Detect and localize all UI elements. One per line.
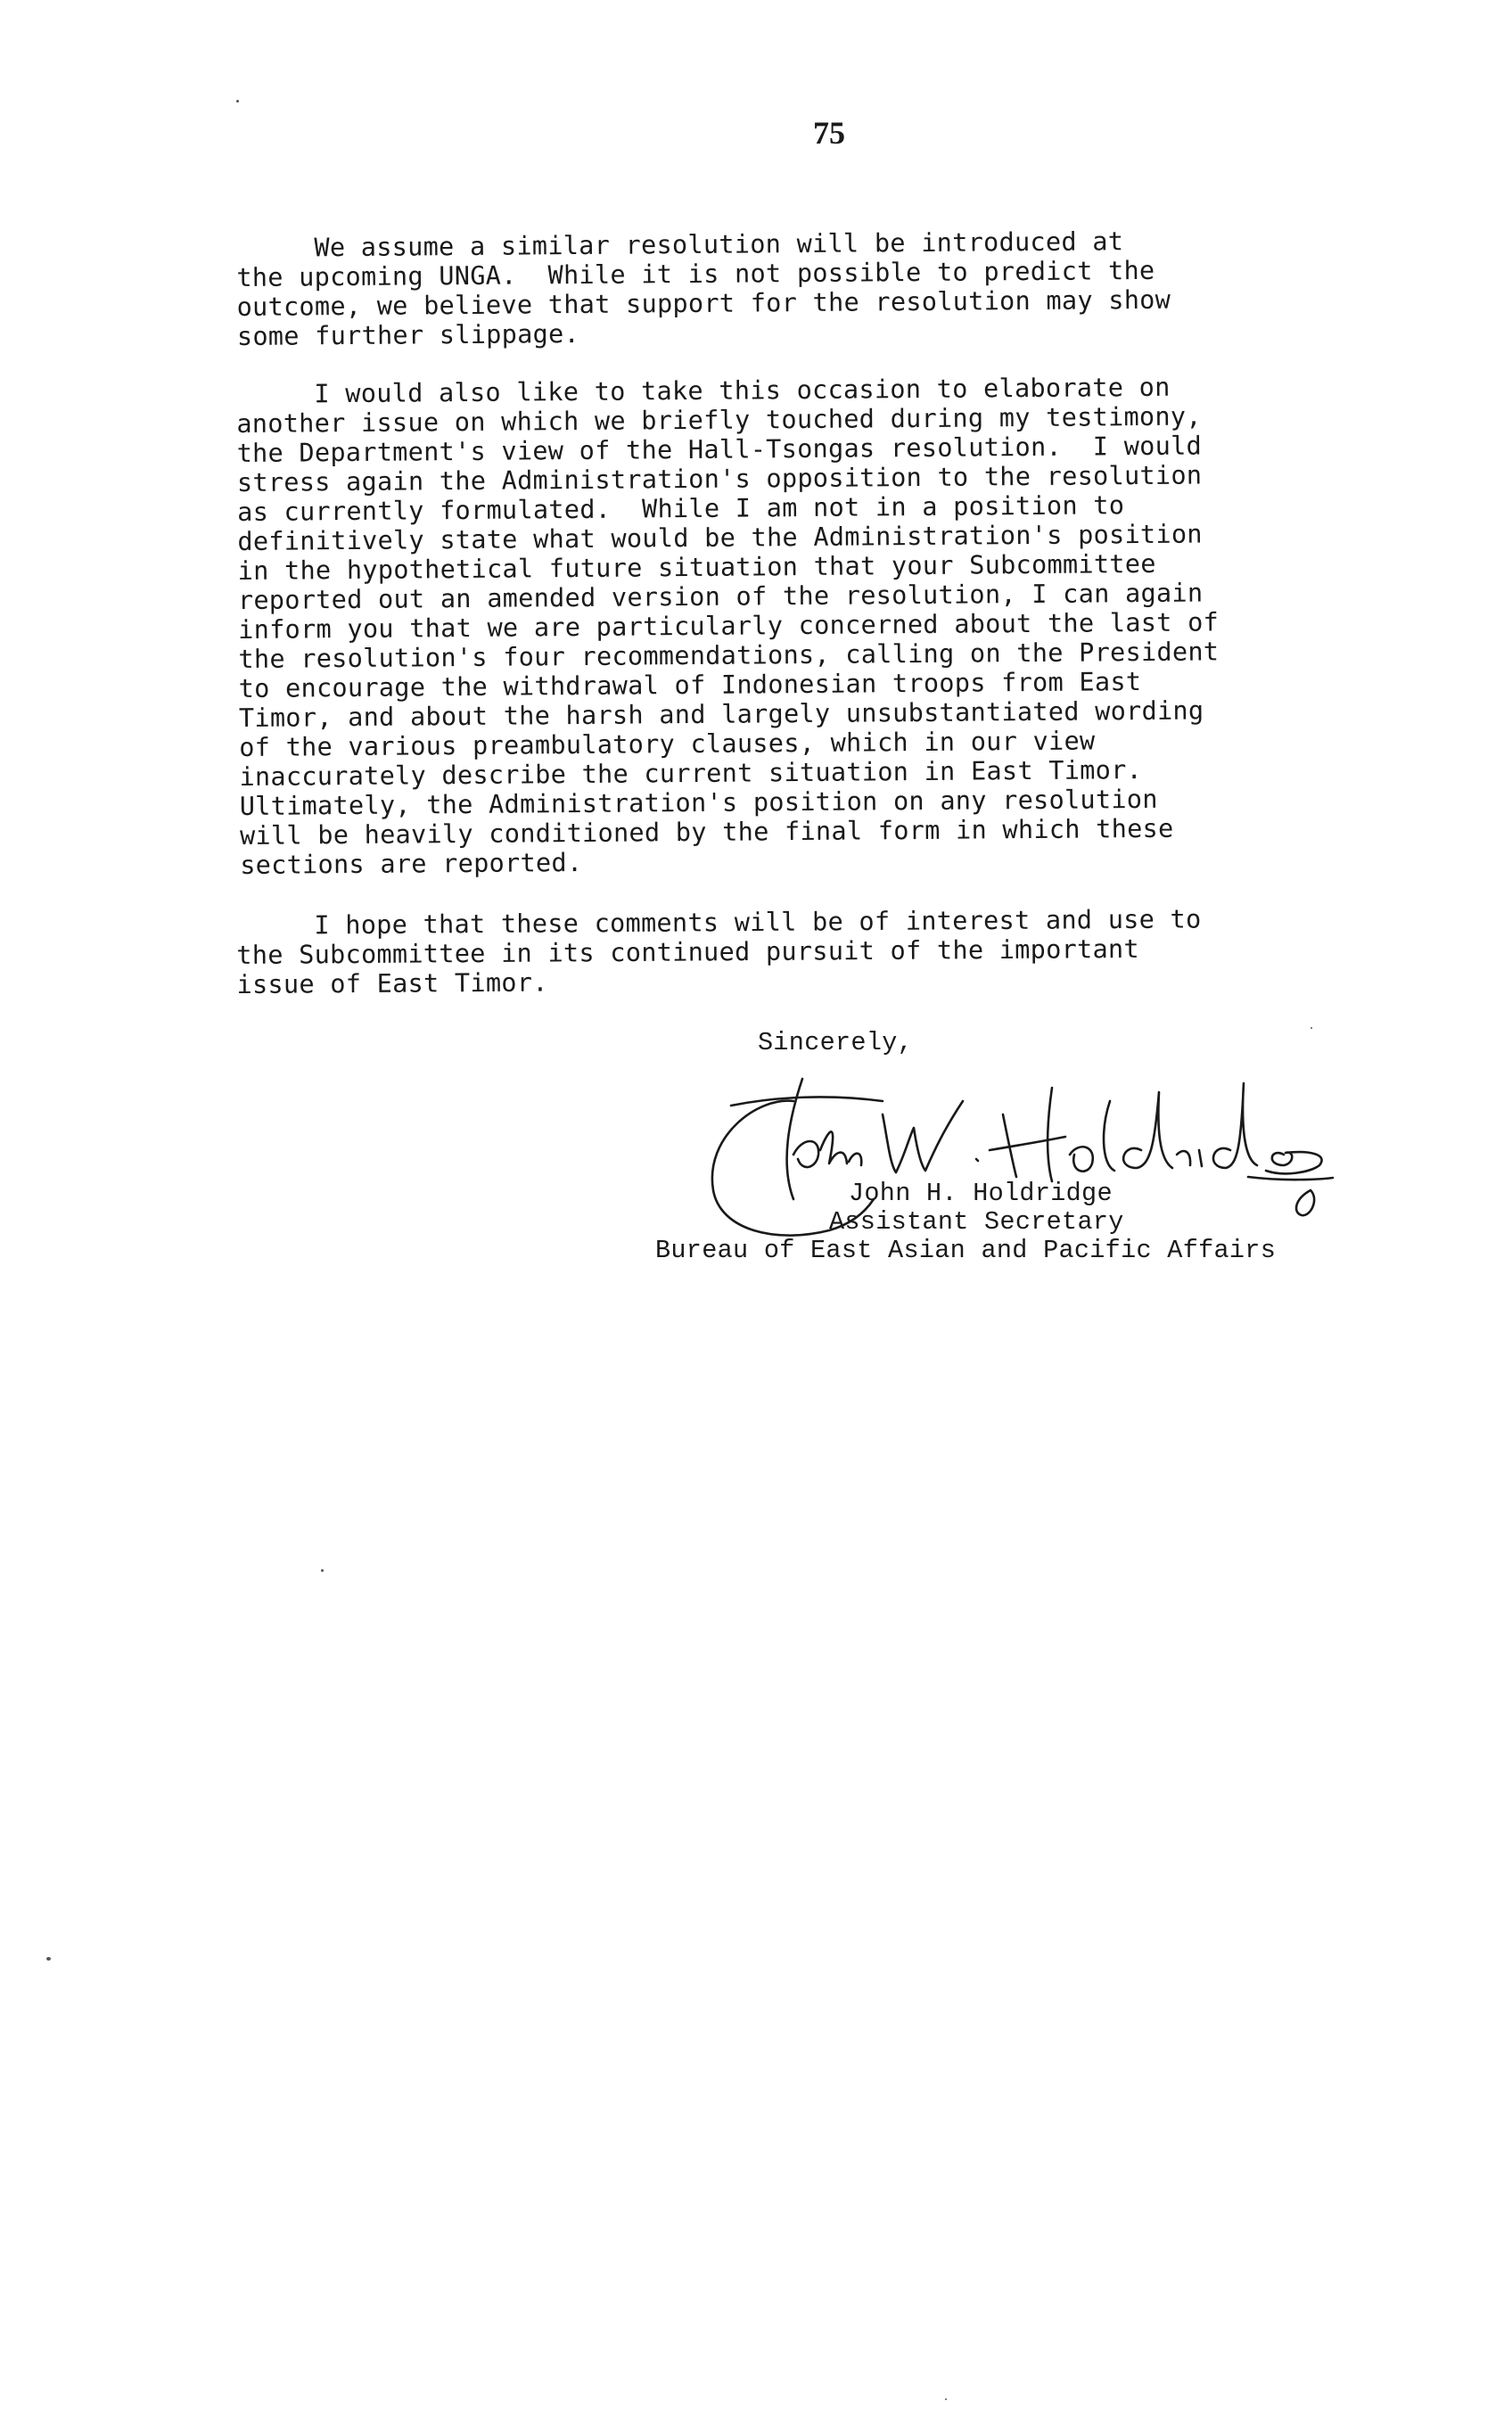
closing: Sincerely, bbox=[758, 1028, 914, 1057]
paragraph-3 bbox=[236, 904, 1202, 999]
signatory-name: John H. Holdridge bbox=[849, 1179, 1113, 1208]
paragraph-2 bbox=[236, 372, 1220, 880]
paragraph-line: definitively state what would be the Administration's position bbox=[237, 519, 1203, 556]
scan-speck bbox=[46, 1957, 51, 1961]
paragraph-line: outcome, we believe that support for the resolution may show bbox=[236, 284, 1171, 322]
paragraph-line: will be heavily conditioned by the final form in which these bbox=[239, 813, 1174, 851]
signatory-title: Assistant Secretary bbox=[829, 1207, 1124, 1237]
paragraph-line: I would also like to take this occasion to elaborate on bbox=[236, 372, 1171, 409]
paragraph-line: reported out an amended version of the resolution, I can again bbox=[237, 578, 1204, 615]
paragraph-line: inform you that we are particularly concerned about the last of bbox=[238, 607, 1220, 645]
signatory-bureau: Bureau of East Asian and Pacific Affairs bbox=[655, 1236, 1277, 1265]
paragraph-line: in the hypothetical future situation that your Subcommittee bbox=[237, 548, 1156, 586]
page-number: 75 bbox=[813, 115, 845, 151]
paragraph-line: inaccurately describe the current situation in East Timor. bbox=[239, 755, 1143, 792]
paragraph-line: Ultimately, the Administration's position on any resolution bbox=[239, 784, 1158, 821]
paragraph-line: We assume a similar resolution will be introduced at bbox=[236, 226, 1124, 263]
paragraph-1 bbox=[236, 226, 1171, 351]
paragraph-line: stress again the Administration's opposition to the resolution bbox=[236, 460, 1203, 497]
scan-speck bbox=[1311, 1027, 1312, 1029]
scan-speck bbox=[945, 2398, 947, 2400]
paragraph-line: another issue on which we briefly touched during my testimony, bbox=[236, 401, 1202, 439]
paragraph-line: to encourage the withdrawal of Indonesian troops from East bbox=[238, 667, 1142, 703]
paragraph-line: the upcoming UNGA. While it is not possible to predict the bbox=[236, 255, 1155, 292]
paragraph-line: some further slippage. bbox=[236, 318, 580, 351]
paragraph-line: Timor, and about the harsh and largely unsubstantiated wording bbox=[238, 695, 1204, 733]
paragraph-line: the Department's view of the Hall-Tsongas resolution. I would bbox=[236, 431, 1203, 468]
paragraph-line: the resolution's four recommendations, calling on the President bbox=[238, 637, 1220, 674]
scan-speck bbox=[321, 1569, 324, 1572]
paragraph-line: the Subcommittee in its continued pursuit of the important bbox=[236, 933, 1140, 970]
paragraph-line: issue of East Timor. bbox=[236, 967, 548, 999]
paragraph-line: as currently formulated. While I am not in a position to bbox=[237, 490, 1125, 527]
scan-speck bbox=[236, 100, 239, 103]
paragraph-line: sections are reported. bbox=[240, 847, 583, 880]
paragraph-line: of the various preambulatory clauses, which in our view bbox=[239, 726, 1096, 762]
paragraph-line: I hope that these comments will be of interest and use to bbox=[236, 904, 1202, 941]
